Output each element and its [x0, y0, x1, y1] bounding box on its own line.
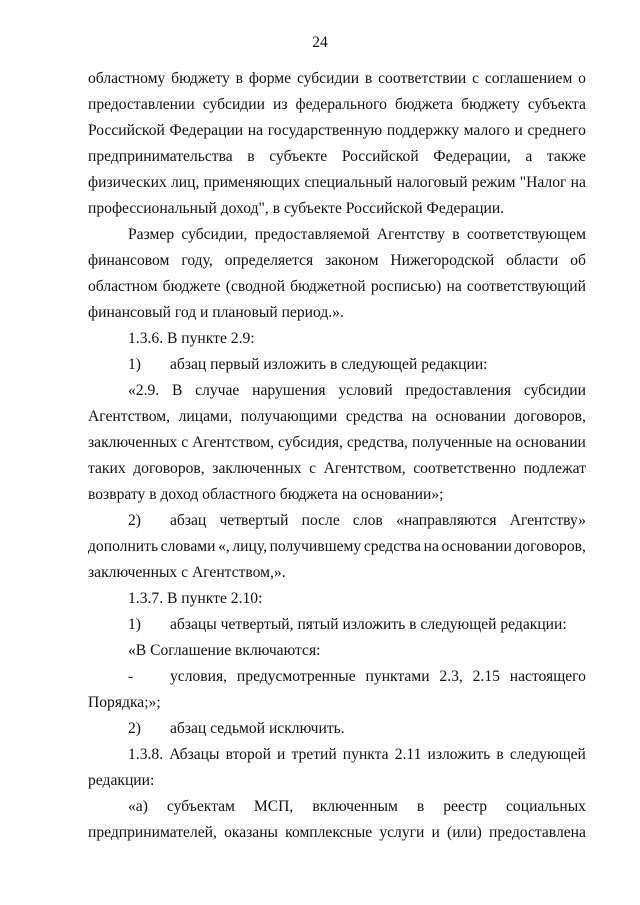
- word: лицами,: [178, 408, 233, 425]
- word: 2.3,: [439, 668, 463, 685]
- word: Российской: [341, 148, 419, 165]
- word: социальных: [506, 798, 586, 815]
- word: подлежат: [523, 460, 586, 477]
- text-line-19: [88, 534, 586, 560]
- text-line-21: 1.3.7. В пункте 2.10:: [128, 590, 263, 607]
- word: лиц,: [170, 174, 200, 191]
- word: из: [272, 96, 288, 113]
- word: бюджету: [171, 70, 230, 87]
- word: «,: [218, 538, 230, 555]
- word: областному: [88, 70, 166, 87]
- list-item-text: [170, 508, 586, 534]
- word: предоставлена: [488, 824, 586, 841]
- word: федерального: [295, 96, 387, 113]
- word: В: [171, 382, 183, 399]
- text-line-15: [88, 430, 586, 456]
- word: предоставлении: [88, 96, 195, 113]
- word: средства: [345, 408, 404, 425]
- word: заключенных: [212, 460, 302, 477]
- word: Абзацы: [169, 746, 220, 763]
- word: об: [570, 252, 586, 269]
- word: "Налог: [519, 174, 567, 191]
- text-line-8: [88, 248, 586, 274]
- word: основании: [441, 538, 512, 555]
- word: заключенных: [88, 434, 178, 451]
- word: на: [423, 538, 439, 555]
- word: Федерации: [169, 122, 244, 139]
- word: (или): [447, 824, 482, 841]
- text-line-3: [88, 118, 586, 144]
- word: на: [446, 278, 462, 295]
- word: основании: [515, 434, 586, 451]
- word: а: [525, 148, 533, 165]
- word: дополнить: [88, 538, 159, 555]
- word: в: [247, 148, 255, 165]
- word: средства,: [346, 434, 408, 451]
- word: оказаны: [224, 824, 279, 841]
- list-marker: 1): [128, 356, 141, 373]
- word: включенным: [312, 798, 398, 815]
- word: Нижегородской: [390, 252, 495, 269]
- word: следующей: [509, 746, 586, 763]
- word: изложить: [427, 746, 491, 763]
- word: пунктами: [365, 668, 430, 685]
- text-line-2: [88, 92, 586, 118]
- list-marker: -: [128, 668, 134, 685]
- text-line-25: Порядка;»;: [88, 694, 161, 711]
- word: услуги: [379, 824, 425, 841]
- word: случае: [195, 382, 240, 399]
- word: поддержку: [386, 122, 460, 139]
- word: в: [416, 798, 425, 815]
- word: определяется: [224, 252, 314, 269]
- word: договоров,: [514, 408, 586, 425]
- list-item-text: [170, 664, 586, 690]
- text-line-16: [88, 456, 586, 482]
- text-line-5: [88, 170, 586, 196]
- word: области: [506, 252, 559, 269]
- text-line-6: профессиональный доход", в субъекте Российской Федерации.: [88, 200, 505, 217]
- word: и: [277, 746, 286, 763]
- word: (сводной: [225, 278, 285, 295]
- text-line-28: редакции:: [88, 772, 155, 789]
- text-line-20: заключенных с Агентством,».: [88, 564, 286, 581]
- word: четвертый: [219, 512, 289, 529]
- list-marker: 1): [128, 616, 141, 633]
- word: форме: [248, 70, 292, 87]
- word: бюджетной: [290, 278, 366, 295]
- word: договоров,: [133, 460, 205, 477]
- word: финансовом: [88, 252, 170, 269]
- word: в: [235, 70, 243, 87]
- word: среднего: [527, 122, 586, 139]
- list-item-text: абзац седьмой исключить.: [170, 720, 345, 737]
- word: бюджете: [162, 278, 221, 295]
- word: малого: [463, 122, 510, 139]
- word: в: [452, 226, 460, 243]
- word: договоров,: [514, 538, 586, 555]
- text-line-13: [128, 378, 586, 404]
- word: на: [570, 174, 586, 191]
- word: налоговый: [396, 174, 468, 191]
- word: абзац: [170, 512, 207, 529]
- word: словами: [160, 538, 216, 555]
- word: 2.15: [472, 668, 500, 685]
- text-line-4: [88, 144, 586, 170]
- text-line-14: [88, 404, 586, 430]
- text-line-1: [88, 66, 586, 92]
- word: нарушения: [252, 382, 326, 399]
- word: предоставляемой: [254, 226, 370, 243]
- word: МСП,: [253, 798, 294, 815]
- word: Размер: [128, 226, 175, 243]
- word: субсидия,: [278, 434, 343, 451]
- word: основании: [435, 408, 506, 425]
- word: государственную: [267, 122, 383, 139]
- word: физических: [88, 174, 167, 191]
- word: предпринимательства: [88, 148, 233, 165]
- word: соответствии: [378, 70, 467, 87]
- word: соответствующем: [466, 226, 586, 243]
- word: «а): [128, 798, 148, 815]
- word: и: [431, 824, 440, 841]
- word: на: [496, 434, 512, 451]
- word: после: [301, 512, 340, 529]
- word: Агентством,: [88, 408, 170, 425]
- word: Российской: [88, 122, 165, 139]
- word: Федерации,: [433, 148, 511, 165]
- word: пункта: [342, 746, 389, 763]
- word: Агентством,: [323, 460, 406, 477]
- word: комплексные: [285, 824, 373, 841]
- text-line-23: «В Соглашение включаются:: [128, 642, 321, 659]
- word: законом: [325, 252, 379, 269]
- text-line-9: [88, 274, 586, 300]
- word: «направляются: [395, 512, 497, 529]
- word: о: [578, 70, 586, 87]
- word: в: [364, 70, 373, 87]
- word: Агентству»: [509, 512, 586, 529]
- word: предоставления: [405, 382, 512, 399]
- text-line-11: 1.3.6. В пункте 2.9:: [128, 330, 255, 347]
- word: субъектам: [166, 798, 235, 815]
- word: в: [496, 746, 504, 763]
- list-item-5: [128, 716, 586, 742]
- word: Агентству: [376, 226, 445, 243]
- word: субсидии: [523, 382, 586, 399]
- word: предусмотренные: [236, 668, 356, 685]
- word: субъекта: [527, 96, 586, 113]
- word: полученные: [411, 434, 493, 451]
- word: 1.3.8.: [128, 746, 164, 763]
- word: второй: [225, 746, 271, 763]
- word: специальный: [304, 174, 393, 191]
- word: применяющих: [203, 174, 301, 191]
- word: таких: [88, 460, 126, 477]
- word: с: [181, 434, 189, 451]
- word: с: [309, 460, 317, 477]
- text-line-10: финансовый год и плановый период.».: [88, 304, 344, 321]
- word: областном: [88, 278, 158, 295]
- list-marker: 2): [128, 512, 141, 529]
- page-number: 24: [312, 34, 328, 51]
- word: средства: [363, 538, 422, 555]
- word: субсидии: [202, 96, 265, 113]
- word: соответственно: [413, 460, 516, 477]
- word: также: [546, 148, 586, 165]
- word: соответствующий: [466, 278, 586, 295]
- word: с: [472, 70, 480, 87]
- word: условия,: [170, 668, 228, 685]
- word: на: [411, 408, 427, 425]
- list-item-text: абзац первый изложить в следующей редакции:: [170, 356, 488, 373]
- word: лицу,: [232, 538, 267, 555]
- word: субсидии: [296, 70, 360, 87]
- word: настоящего: [509, 668, 586, 685]
- list-item-text: абзацы четвертый, пятый изложить в следующей редакции:: [170, 616, 567, 633]
- word: на: [247, 122, 264, 139]
- word: бюджету: [461, 96, 520, 113]
- text-line-17: возврату в доход областного бюджета на основании»;: [88, 486, 444, 503]
- list-item-1: [128, 352, 586, 378]
- text-line-30: [88, 820, 586, 846]
- list-marker: 2): [128, 720, 141, 737]
- list-item-4: [128, 664, 586, 690]
- word: бюджета: [394, 96, 454, 113]
- word: году,: [181, 252, 213, 269]
- word: соглашением: [484, 70, 573, 87]
- word: субсидии,: [181, 226, 248, 243]
- list-item-3: [128, 612, 586, 638]
- word: и: [514, 122, 523, 139]
- word: третий: [291, 746, 337, 763]
- word: 2.11: [394, 746, 422, 763]
- word: Агентством,: [192, 434, 275, 451]
- list-item-2: [128, 508, 586, 534]
- word: реестр: [443, 798, 488, 815]
- text-line-29: [128, 794, 586, 820]
- word: получившему: [269, 538, 362, 555]
- word: субъекте: [269, 148, 328, 165]
- text-line-27: [128, 742, 586, 768]
- word: условий: [338, 382, 393, 399]
- word: «2.9.: [128, 382, 160, 399]
- word: предпринимателей,: [88, 824, 217, 841]
- word: получающими: [240, 408, 338, 425]
- word: слов: [352, 512, 383, 529]
- word: росписью): [370, 278, 442, 295]
- word: режим: [471, 174, 516, 191]
- text-line-7: [128, 222, 586, 248]
